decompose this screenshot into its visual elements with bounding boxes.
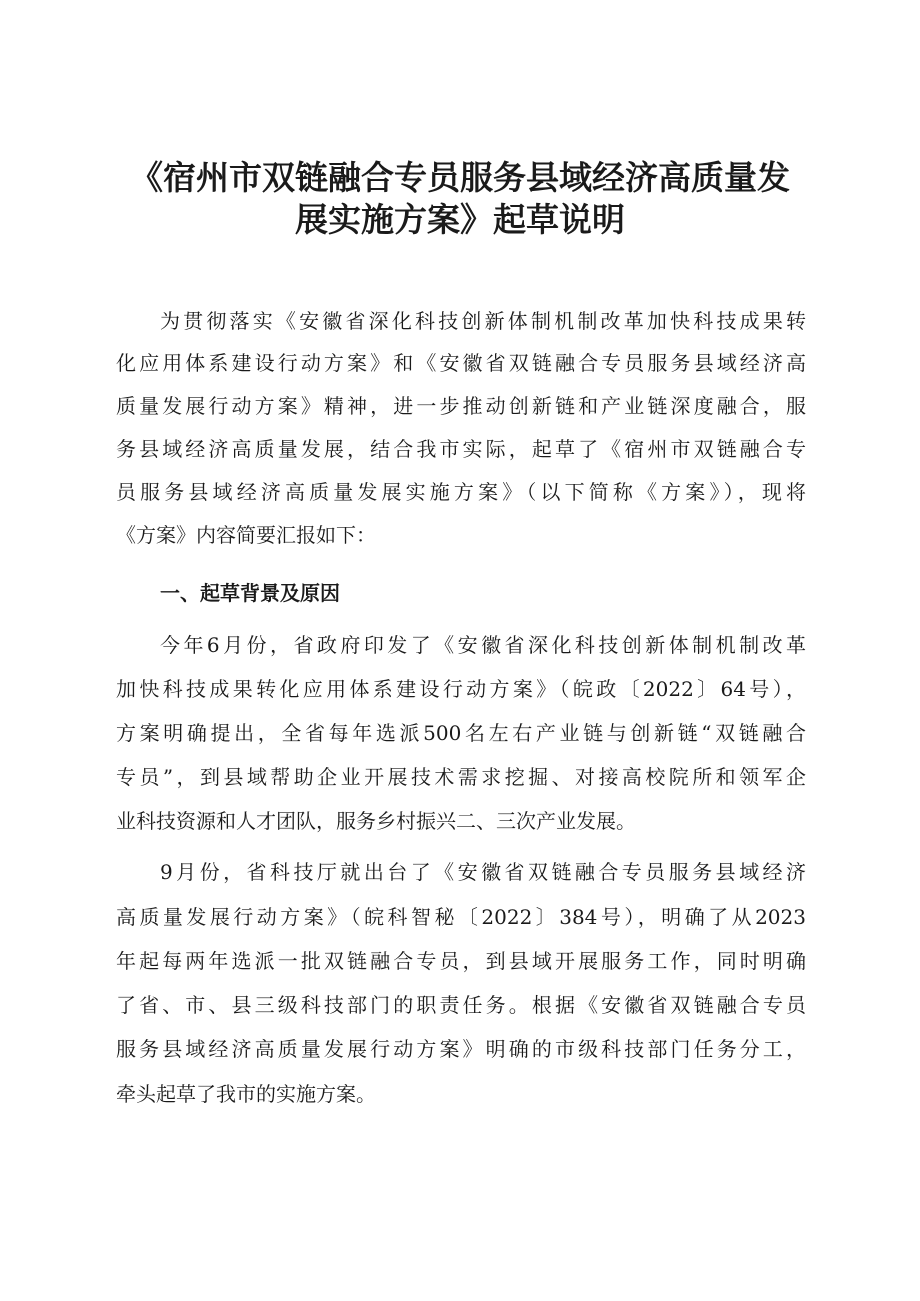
section-heading-background: 一、起草背景及原因 — [160, 581, 340, 605]
paragraph-2-line-1: 今年6月份，省政府印发了《安徽省深化科技创新体制机制改革 — [160, 633, 806, 657]
paragraph-3-line-1: 9月份，省科技厅就出台了《安徽省双链融合专员服务县域经济 — [160, 860, 806, 884]
paragraph-1-line-6: 《方案》内容简要汇报如下： — [116, 523, 376, 547]
paragraph-2-line-5: 业科技资源和人才团队，服务乡村振兴二、三次产业发展。 — [116, 809, 636, 833]
paragraph-2-line-2: 加快科技成果转化应用体系建设行动方案》（皖政〔2022〕64号）， — [116, 677, 806, 701]
paragraph-3-line-2: 高质量发展行动方案》（皖科智秘〔2022〕384号），明确了从2023 — [116, 905, 806, 929]
document-title-line-1: 《宿州市双链融合专员服务县域经济高质量发 — [130, 158, 790, 197]
paragraph-2-line-3: 方案明确提出，全省每年选派500名左右产业链与创新链“双链融合 — [116, 721, 806, 745]
paragraph-1-line-5: 员服务县域经济高质量发展实施方案》（以下简称《方案》），现将 — [116, 480, 806, 504]
paragraph-3-line-4: 了省、市、县三级科技部门的职责任务。根据《安徽省双链融合专员 — [116, 993, 806, 1017]
paragraph-3-line-5: 服务县域经济高质量发展行动方案》明确的市级科技部门任务分工， — [116, 1037, 806, 1061]
paragraph-3-line-3: 年起每两年选派一批双链融合专员，到县域开展服务工作，同时明确 — [116, 949, 806, 973]
paragraph-2-line-4: 专员”，到县域帮助企业开展技术需求挖掘、对接高校院所和领军企 — [116, 765, 806, 789]
paragraph-3-line-6: 牵头起草了我市的实施方案。 — [116, 1082, 376, 1106]
document-title-line-2: 展实施方案》起草说明 — [295, 200, 625, 239]
paragraph-1-line-2: 化应用体系建设行动方案》和《安徽省双链融合专员服务县域经济高 — [116, 351, 806, 375]
paragraph-1-line-3: 质量发展行动方案》精神，进一步推动创新链和产业链深度融合，服 — [116, 394, 806, 418]
paragraph-1-line-1: 为贯彻落实《安徽省深化科技创新体制机制改革加快科技成果转 — [160, 309, 806, 333]
paragraph-1-line-4: 务县域经济高质量发展，结合我市实际，起草了《宿州市双链融合专 — [116, 437, 806, 461]
